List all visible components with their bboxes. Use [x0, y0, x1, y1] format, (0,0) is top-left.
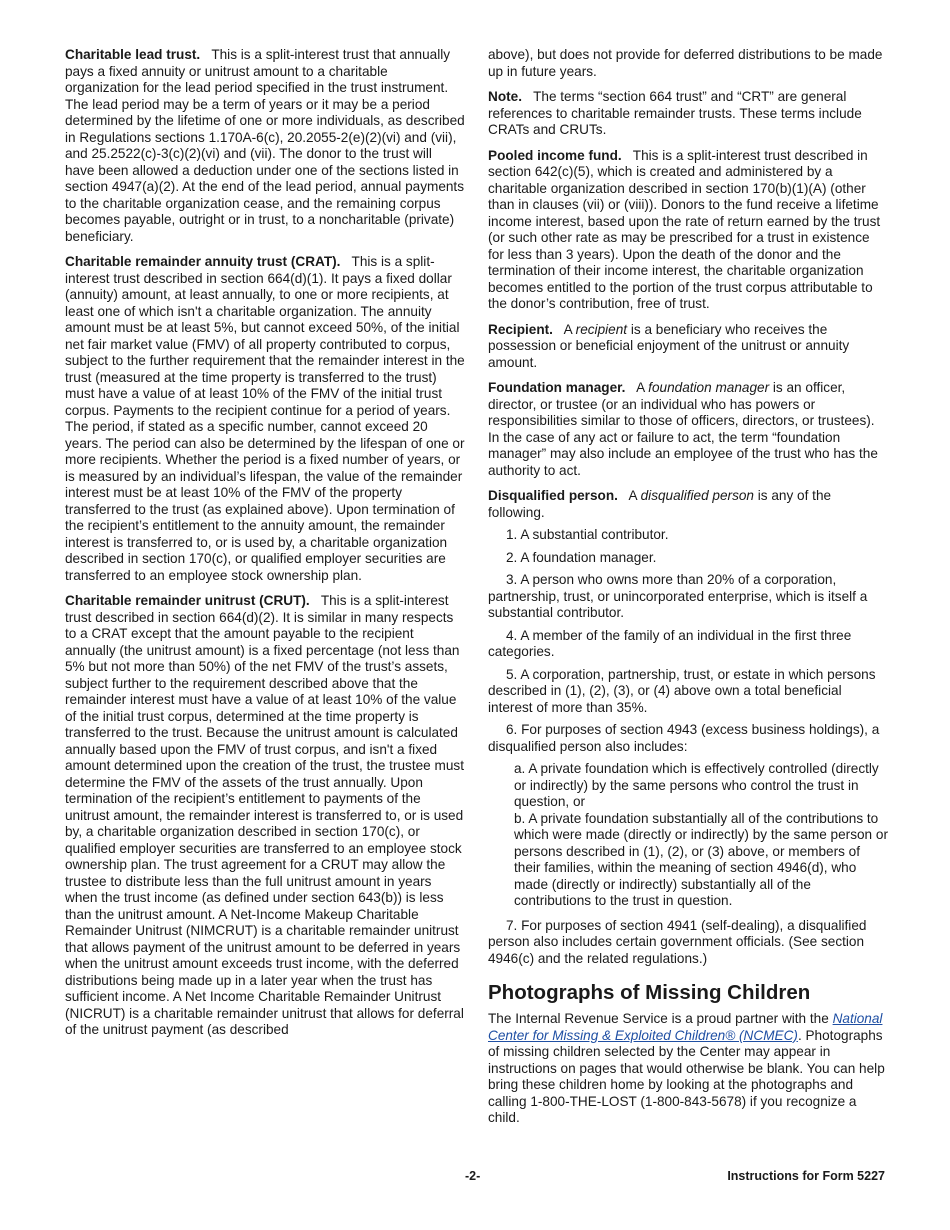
form-name: Instructions for Form 5227 — [727, 1169, 885, 1183]
paragraph-crat — [65, 254, 465, 584]
text-crat: This is a split-interest trust described in section 664(d)(1). It pays a fixed dollar (annuity) amount, at least annually, to one or more recipients, at least one of which isn't a charitable organization. The annuity amount must be at least 5%, but cannot exceed 50%, of the initial net fair market value (FMV) of all property contributed to corpus, subject to the further requirement that the remainder interest in the trust (measured at the time property is transferred to the trust) must have a value of at least 10% of the FMV of the initial trust corpus. Payments to the recipient continue for a period of years. The period, if stated as a specific number, cannot exceed 20 years. The period can also be determined by the lifespan of one or more recipients. Whether the period is a fixed number of years, or is measured by an individual’s lifespan, the value of the remainder interest must be at least 10% of the FMV of the property transferred to the trust (as explained above). Upon termination of the recipient’s entitlement to the annuity amount, the remainder interest is transferred to, or is used by, a charitable organization described in section 170(c), or qualified employer securities are transferred to an employee stock ownership plan. — [65, 254, 465, 583]
paragraph-disqualified-person — [488, 488, 888, 521]
text-missing-children-pre: The Internal Revenue Service is a proud partner with the — [488, 1011, 829, 1026]
italic-recipient: recipient — [575, 321, 628, 337]
paragraph-missing-children — [488, 1011, 888, 1127]
list-item: 3. A person who owns more than 20% of a corporation, partnership, trust, or unincorporated enterprise, which is itself a substantial contributor. — [488, 572, 868, 620]
section-heading-missing-children: Photographs of Missing Children — [488, 981, 811, 1004]
paragraph-crut — [65, 593, 465, 1039]
italic-disqualified-person: disqualified person — [640, 488, 754, 503]
list-item: 7. For purposes of section 4941 (self-dealing), a disqualified person also includes certain government officials. (See section 4946(c) and the related regulations.) — [488, 917, 867, 966]
left-column — [65, 47, 465, 1048]
list-item: 6. For purposes of section 4943 (excess business holdings), a disqualified person also includes: — [488, 722, 880, 754]
text-note: The terms “section 664 trust” and “CRT” are general references to charitable remainder trusts. These terms include CRATs and CRUTs. — [488, 89, 862, 137]
page-number: -2- — [465, 1169, 481, 1183]
paragraph-charitable-lead-trust — [65, 47, 465, 245]
sub-item-b: b. A private foundation substantially all of the contributions to which were made (directly or indirectly) by the same person or persons described in (1), (2), or (3) above, or members of their families, within the meaning of section 4946(d), who made (directly or indirectly) substantially all of the contributions to the trust in question. — [514, 810, 888, 908]
text-disqualified-person: is any of the following. — [488, 488, 832, 520]
paragraph-note — [488, 89, 888, 139]
text-missing-children-post: . Photographs of missing children selected by the Center may appear in instructions on pages that would otherwise be blank. You can help bring these children home by looking at the photographs and calling 1-800-THE-LOST (1-800-843-5678) if you recognize a child. — [488, 1027, 885, 1125]
term-pooled-income-fund: Pooled income fund. — [488, 147, 622, 163]
term-charitable-lead-trust: Charitable lead trust. — [65, 47, 201, 62]
list-item: 1. A substantial contributor. — [506, 527, 669, 542]
text-foundation-manager: is an officer, director, or trustee (or an individual who has powers or responsibilities similar to those of officers, directors, or trustees). In the case of any act or failure to act, the term “foundation manager” may also include an employee of the trust who has the authority to act. — [488, 380, 878, 478]
list-item: 5. A corporation, partnership, trust, or estate in which persons described in (1), (2), (3), or (4) above own a total beneficial interest of more than 35%. — [488, 666, 876, 715]
paragraph-foundation-manager — [488, 380, 888, 479]
paragraph-recipient — [488, 322, 888, 372]
text-recipient: is a beneficiary who receives the possession or beneficial enjoyment of the unitrust or annuity amount. — [488, 321, 850, 370]
term-disqualified-person: Disqualified person. — [488, 488, 618, 503]
text-crut: This is a split-interest trust described in section 664(d)(2). It is similar in many respects to a CRAT except that the amount payable to the recipient annually (the unitrust amount) is a fixed percentage (not less than 5% but not more than 50%) of the net FMV of the trust’s assets, subject further to the requirement described above that the remainder interest must have a value of at least 10% of the value of the initial trust corpus, determined at the time property is transferred to the trust. Because the unitrust amount is calculated annually based upon the FMV of trust corpus, and isn't a fixed amount determined upon the creation of the trust, the trustee must determine the FMV of the assets of the trust annually. Upon termination of the recipient’s entitlement to payments of the unitrust amount, the remainder interest is transferred to, or is used by, a charitable organization described in section 170(c), or qualified employer securities are transferred to an employee stock ownership plan. The trust agreement for a CRUT may allow the trustee to distribute less than the full unitrust amount in years when the trust income (as defined under section 643(b)) is less than the unitrust amount. A Net-Income Makeup Charitable Remainder Unitrust (NIMCRUT) is a charitable remainder unitrust that allows payment of the unitrust amount to be deferred in years when the unitrust amount exceeds trust income, with the deferred distributions being made up in a later year when the trust has sufficient income. A Net Income Charitable Remainder Unitrust (NICRUT) is a charitable remainder unitrust that allows for deferral of the unitrust payment (as described — [65, 593, 464, 1037]
text-foundation-manager-pre: A — [636, 380, 645, 395]
paragraph-pooled-income-fund — [488, 148, 888, 313]
term-foundation-manager: Foundation manager. — [488, 380, 626, 395]
sub-item-a: a. A private foundation which is effectively controlled (directly or indirectly) by the same persons who control the trust in question, or — [514, 761, 879, 809]
term-crat: Charitable remainder annuity trust (CRAT). — [65, 254, 341, 269]
right-column — [488, 47, 888, 1136]
term-crut: Charitable remainder unitrust (CRUT). — [65, 593, 310, 608]
term-recipient: Recipient. — [488, 321, 553, 337]
list-item: 4. A member of the family of an individual in the first three categories. — [488, 627, 852, 659]
ncmec-link[interactable]: National Center for Missing & Exploited Children® (NCMEC) — [488, 1011, 883, 1043]
list-item: 2. A foundation manager. — [506, 549, 657, 565]
text-recipient-pre: A — [563, 321, 572, 337]
text-pooled-income-fund: This is a split-interest trust described in section 642(c)(5), which is created and administered by a charitable organization described in section 170(b)(1)(A) (other than in clauses (vii) or (viii)). Donors to the fund receive a lifetime income interest, based upon the rate of return earned by the trust (or such other rate as may be prescribed for a trust in existence for less than 3 years). Upon the death of the donor and the termination of their income interest, the charitable organization becomes entitled to the portion of the trust corpus attributable to the donor’s contribution, free of trust. — [488, 147, 881, 311]
term-note: Note. — [488, 89, 522, 104]
text-disqualified-person-pre: A — [628, 488, 637, 503]
paragraph-crut-continued: above), but does not provide for deferred distributions to be made up in future years. — [488, 47, 883, 79]
italic-foundation-manager: foundation manager — [648, 380, 770, 395]
text-charitable-lead-trust: This is a split-interest trust that annually pays a fixed annuity or unitrust amount to a charitable organization for the lead period specified in the trust instrument. The lead period may be a term of years or it may be a period determined by the lifetime of one or more individuals, as described in Regulations sections 1.170A-6(c), 20.2055-2(e)(2)(vi) and (vii), and 25.2522(c)-3(c)(2)(vi) and (vii). The donor to the trust will have been allowed a deduction under one of the sections listed in section 4947(a)(2). At the end of the lead period, annual payments to the charitable organization cease, and the remaining corpus becomes payable, outright or in trust, to a noncharitable (private) beneficiary. — [65, 47, 465, 244]
